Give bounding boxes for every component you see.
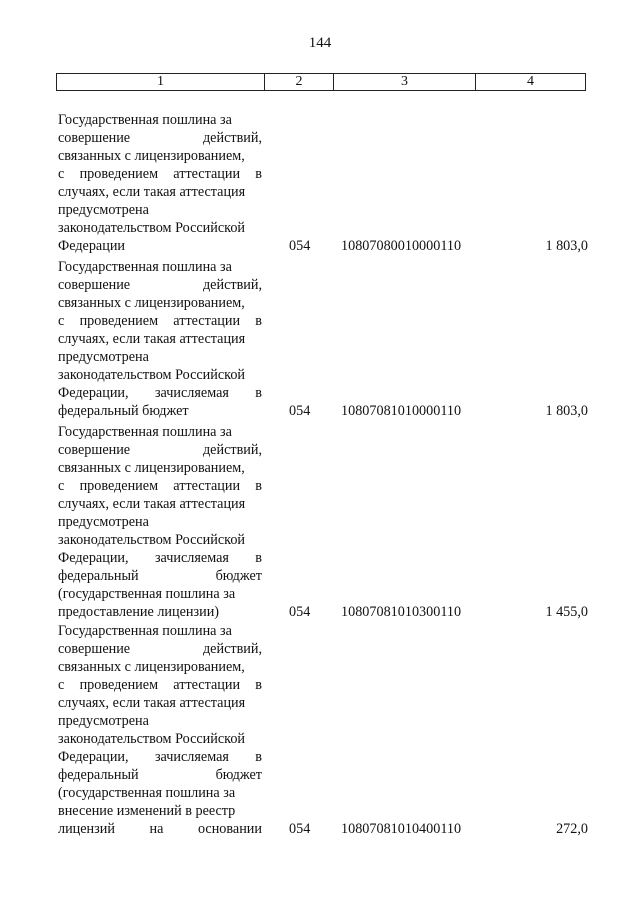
- description-line: совершение действий,: [58, 641, 262, 657]
- description-line: законодательством Российской: [58, 220, 246, 236]
- description-line: Федерации, зачисляемая в: [58, 749, 262, 765]
- description-line: с проведением аттестации в: [58, 478, 262, 494]
- table-row: [58, 111, 588, 255]
- row-kbk: 10807080010000110: [341, 238, 462, 254]
- row-amount: 1 803,0: [545, 403, 588, 419]
- description-line: законодательством Российской: [58, 532, 246, 548]
- row-description: [58, 622, 262, 838]
- column-header-row: [56, 73, 586, 91]
- description-line: предоставление лицензии): [58, 604, 220, 620]
- description-line: лицензий на основании: [58, 821, 262, 837]
- description-line: (государственная пошлина за: [58, 785, 236, 801]
- description-line: Федерации, зачисляемая в: [58, 385, 262, 401]
- row-kbk: 10807081010300110: [341, 604, 462, 620]
- row-amount: 1 803,0: [545, 238, 588, 254]
- description-line: законодательством Российской: [58, 367, 246, 383]
- row-amount: 272,0: [556, 821, 588, 837]
- row-description: [58, 258, 262, 420]
- description-line: внесение изменений в реестр: [58, 803, 236, 819]
- description-line: Федерации, зачисляемая в: [58, 550, 262, 566]
- table-row: [58, 423, 588, 621]
- description-line: связанных с лицензированием,: [58, 659, 245, 675]
- column-header-2: 2: [265, 74, 334, 90]
- description-line: предусмотрена: [58, 349, 149, 365]
- description-line: связанных с лицензированием,: [58, 148, 245, 164]
- description-line: Государственная пошлина за: [58, 424, 232, 440]
- row-amount: 1 455,0: [545, 604, 588, 620]
- table-row: [58, 622, 588, 838]
- description-line: предусмотрена: [58, 514, 149, 530]
- row-code: 054: [289, 238, 311, 254]
- row-code: 054: [289, 821, 311, 837]
- row-description: [58, 423, 262, 621]
- description-line: (государственная пошлина за: [58, 586, 236, 602]
- description-line: случаях, если такая аттестация: [58, 184, 246, 200]
- description-line: совершение действий,: [58, 277, 262, 293]
- table-row: [58, 258, 588, 420]
- description-line: федеральный бюджет: [58, 403, 189, 419]
- description-line: Государственная пошлина за: [58, 259, 232, 275]
- description-line: с проведением аттестации в: [58, 677, 262, 693]
- row-code: 054: [289, 403, 311, 419]
- description-line: с проведением аттестации в: [58, 313, 262, 329]
- description-line: федеральный бюджет: [58, 568, 262, 584]
- row-description: [58, 111, 262, 255]
- description-line: законодательством Российской: [58, 731, 246, 747]
- description-line: Государственная пошлина за: [58, 112, 232, 128]
- column-header-3: 3: [334, 74, 476, 90]
- description-line: случаях, если такая аттестация: [58, 331, 246, 347]
- row-kbk: 10807081010000110: [341, 403, 462, 419]
- row-code: 054: [289, 604, 311, 620]
- description-line: федеральный бюджет: [58, 767, 262, 783]
- column-header-4: 4: [527, 74, 534, 89]
- description-line: предусмотрена: [58, 202, 149, 218]
- description-line: случаях, если такая аттестация: [58, 695, 246, 711]
- description-line: случаях, если такая аттестация: [58, 496, 246, 512]
- description-line: с проведением аттестации в: [58, 166, 262, 182]
- description-line: совершение действий,: [58, 130, 262, 146]
- description-line: связанных с лицензированием,: [58, 460, 245, 476]
- row-kbk: 10807081010400110: [341, 821, 462, 837]
- description-line: Государственная пошлина за: [58, 623, 232, 639]
- column-header-1: 1: [57, 74, 265, 90]
- page-number: 144: [308, 35, 332, 51]
- description-line: совершение действий,: [58, 442, 262, 458]
- description-line: предусмотрена: [58, 713, 149, 729]
- description-line: Федерации: [58, 238, 126, 254]
- description-line: связанных с лицензированием,: [58, 295, 245, 311]
